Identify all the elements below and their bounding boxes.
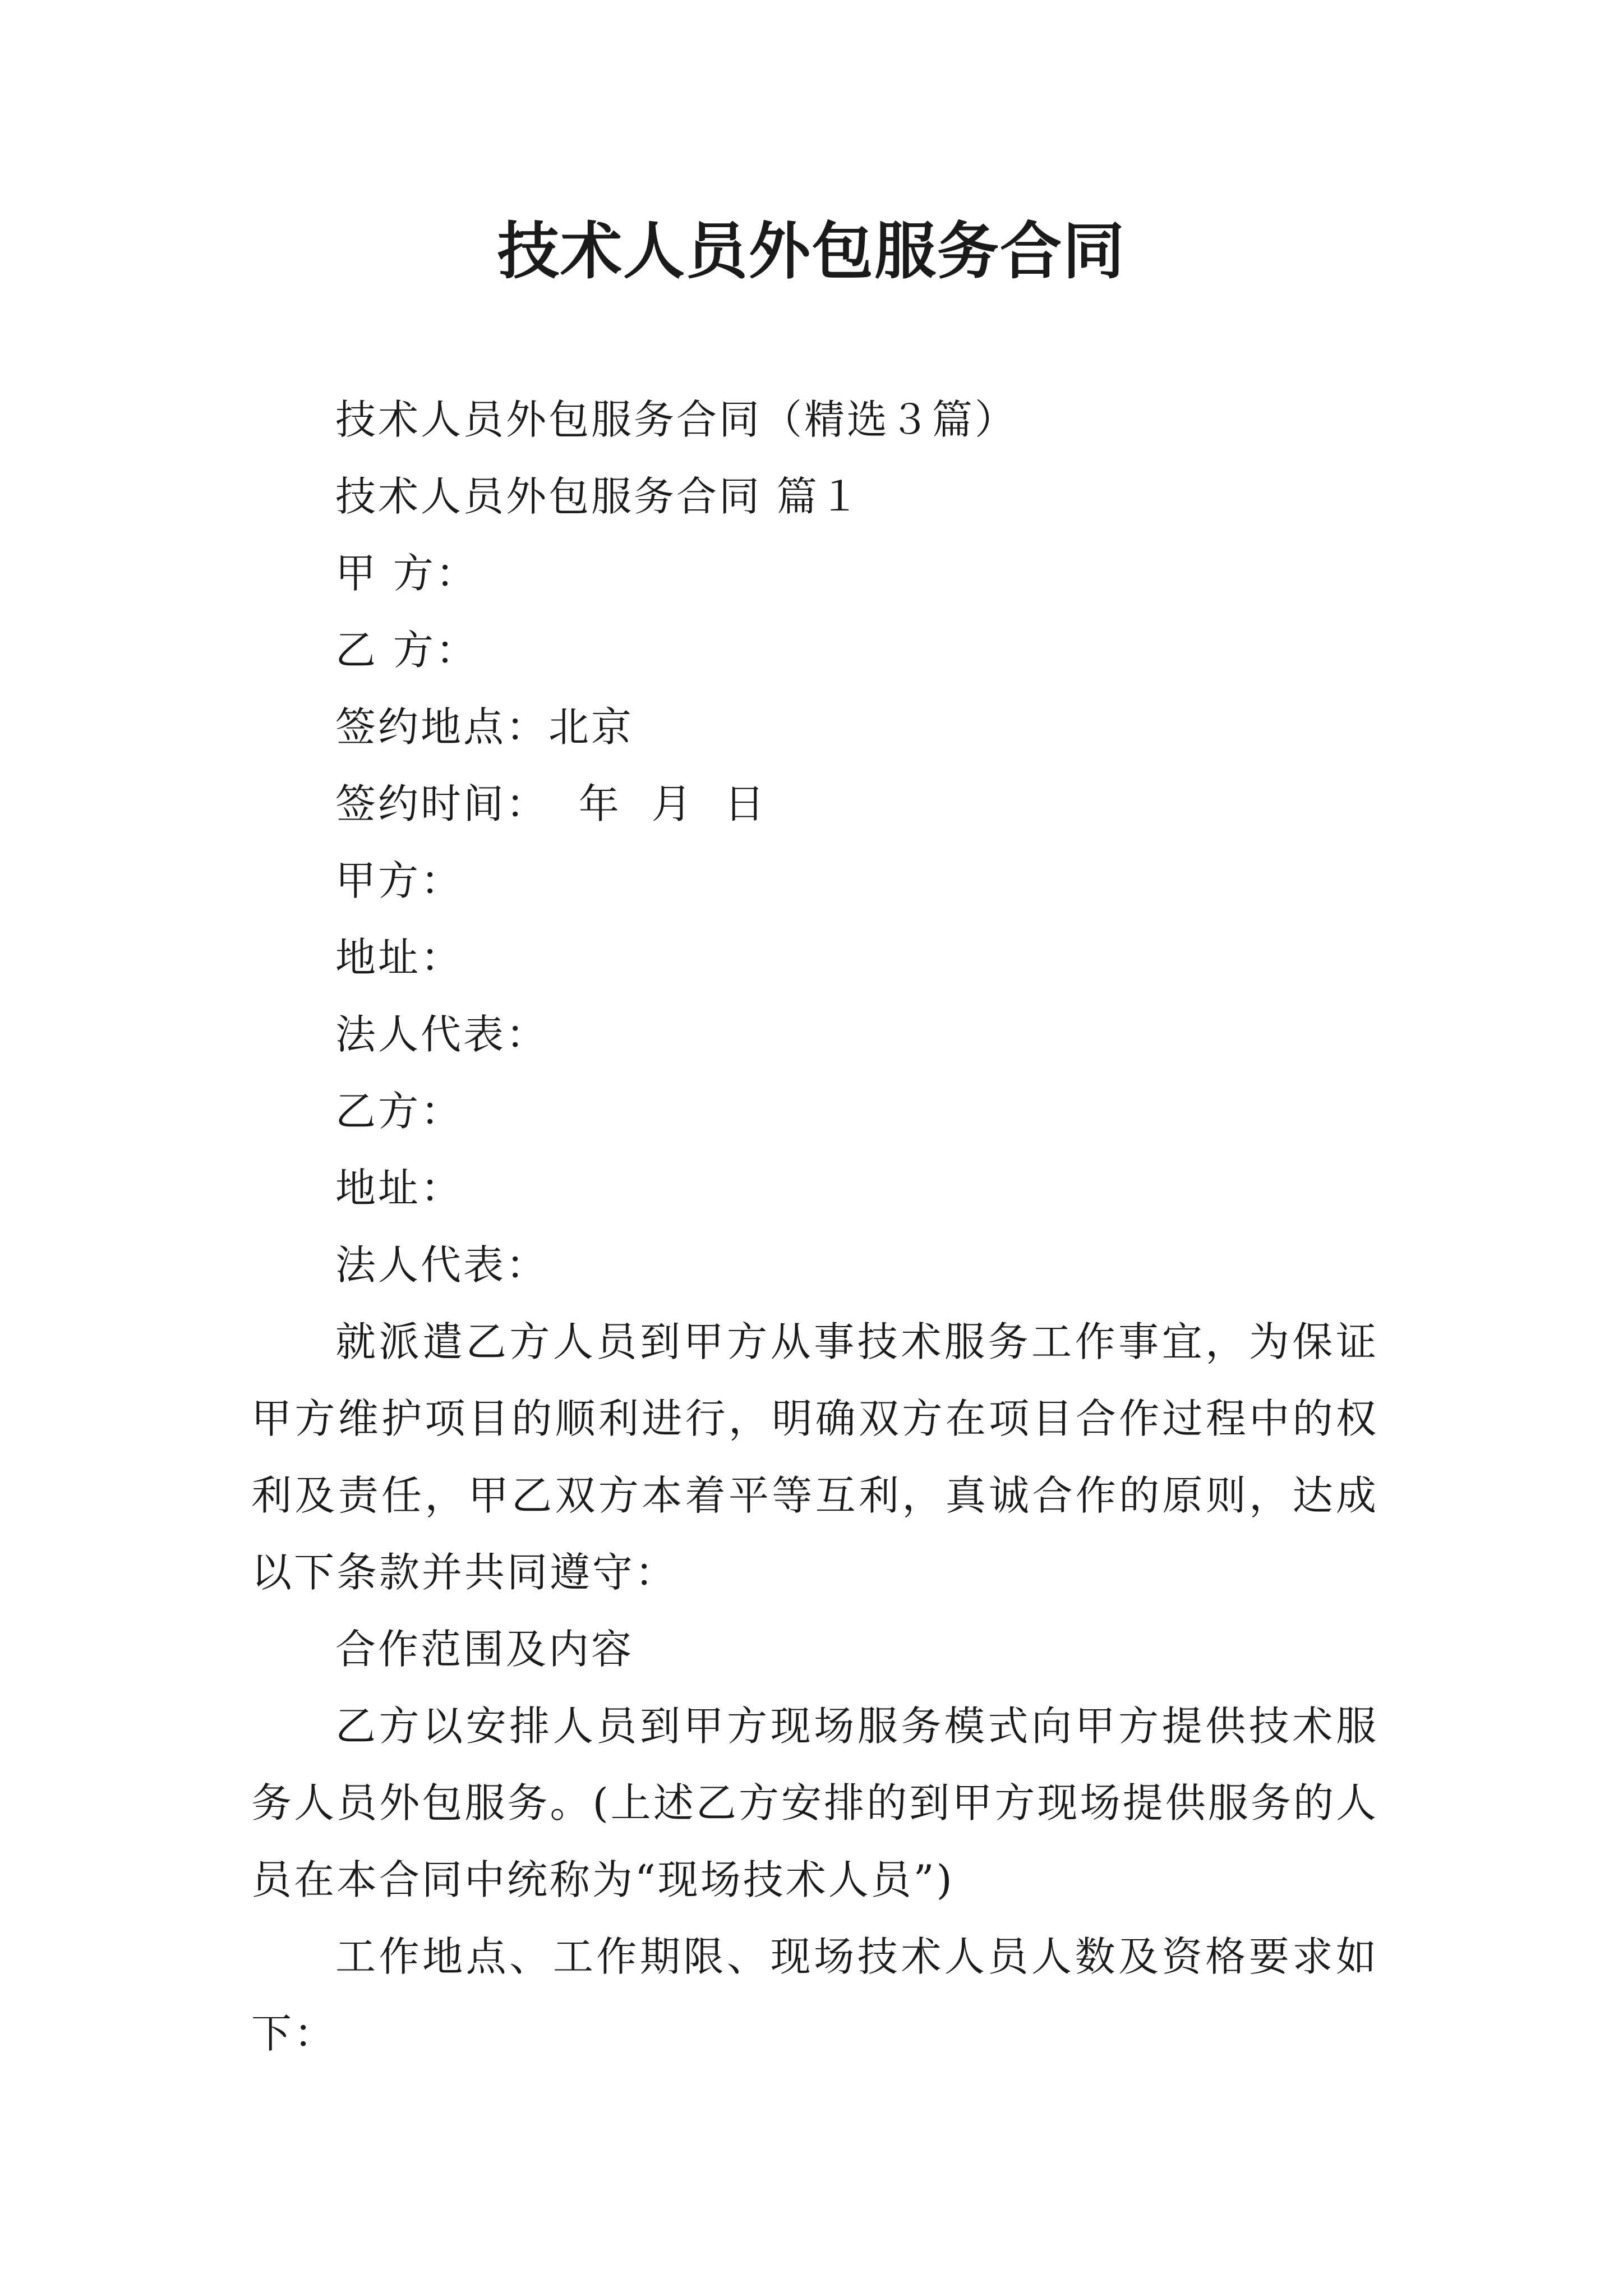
document-title: 技术人员外包服务合同 xyxy=(497,215,1126,287)
document-body xyxy=(251,381,1378,2072)
party-b-address: 地址： xyxy=(335,1165,464,1212)
party-a-address: 地址： xyxy=(335,934,464,981)
party-b-legal-rep: 法人代表： xyxy=(335,1241,549,1289)
section-heading-scope: 合作范围及内容 xyxy=(335,1626,634,1673)
party-b-label: 乙 方： xyxy=(335,627,478,674)
signing-date: 签约时间： 年 月 日 xyxy=(335,780,767,827)
subtitle-part-1: 技术人员外包服务合同 篇１ xyxy=(335,473,862,520)
subtitle-selected: 技术人员外包服务合同（精选３篇） xyxy=(335,396,1018,443)
party-a-field: 甲方： xyxy=(335,857,464,904)
party-a-legal-rep: 法人代表： xyxy=(335,1011,549,1058)
scope-paragraph: 乙方以安排人员到甲方现场服务模式向甲方提供技术服务人员外包服务。(上述乙方安排的到甲方现场提供服务的人员在本合同中统称为“现场技术人员”) xyxy=(251,1703,1378,1903)
requirements-paragraph: 工作地点、工作期限、现场技术人员人数及资格要求如下： xyxy=(251,1933,1378,2057)
party-b-field: 乙方： xyxy=(335,1088,464,1135)
preamble-paragraph: 就派遣乙方人员到甲方从事技术服务工作事宜，为保证甲方维护项目的顺利进行，明确双方在项目合作过程中的权利及责任，甲乙双方本着平等互利，真诚合作的原则，达成以下条款并共同遵守： xyxy=(251,1318,1378,1596)
signing-place: 签约地点：北京 xyxy=(335,703,634,751)
party-a-label: 甲 方： xyxy=(335,550,478,597)
